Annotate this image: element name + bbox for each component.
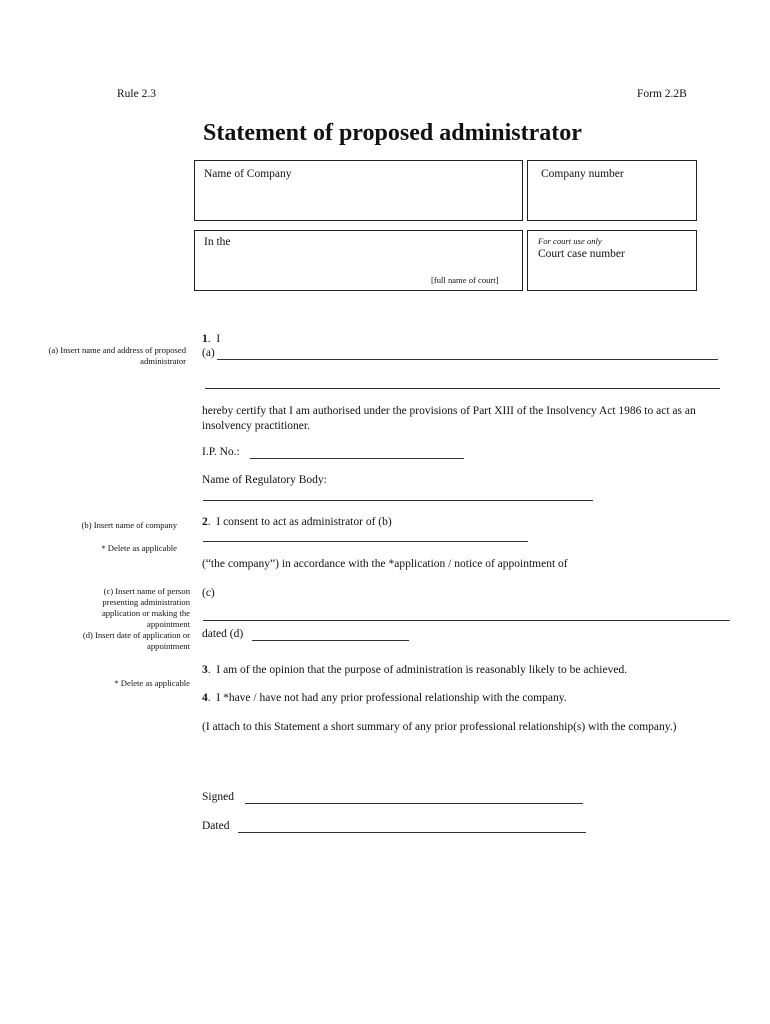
company-accordance-text: (“the company”) in accordance with the *application / notice of appointment of [202, 558, 568, 570]
margin-note-a: (a) Insert name and address of proposed administrator [48, 345, 186, 366]
company-number-label: Company number [541, 168, 624, 180]
regulatory-body-label: Name of Regulatory Body: [202, 474, 327, 486]
company-name-box[interactable] [194, 160, 523, 221]
para-1-text: I [216, 333, 221, 345]
para-4-number: 4 [202, 692, 208, 704]
court-use-only-note: For court use only [538, 236, 602, 246]
para-4: 4. I *have / have not had any prior professional relationship with the company. [202, 692, 567, 704]
court-hint: [full name of court] [431, 275, 499, 285]
date-line[interactable] [238, 832, 586, 833]
dated-label: Dated [202, 820, 230, 832]
margin-note-delete-1: * Delete as applicable [101, 543, 177, 553]
court-case-box[interactable] [527, 230, 697, 291]
rule-number: Rule 2.3 [117, 88, 156, 100]
company-number-box[interactable] [527, 160, 697, 221]
field-c-label: (c) [202, 587, 215, 599]
appointor-name-line[interactable] [203, 620, 730, 621]
dated-d-label: dated (d) [202, 628, 244, 640]
ip-no-line[interactable] [250, 458, 464, 459]
certify-text: hereby certify that I am authorised under the provisions of Part XIII of the Insolvency Act 1986 to act as an insolvency practitioner. [202, 405, 696, 432]
administrator-name-line[interactable] [217, 359, 718, 360]
para-1-number: 1 [202, 333, 208, 345]
ip-no-label: I.P. No.: [202, 446, 240, 458]
para-3: 3. I am of the opinion that the purpose of administration is reasonably likely to be achieved. [202, 664, 628, 676]
dated-d-line[interactable] [252, 640, 409, 641]
margin-note-d: (d) Insert date of application or appointment [82, 630, 190, 651]
para-3-text: I am of the opinion that the purpose of administration is reasonably likely to be achieved. [216, 664, 628, 676]
company-name-line[interactable] [203, 541, 528, 542]
signed-label: Signed [202, 791, 234, 803]
signature-line[interactable] [245, 803, 583, 804]
margin-note-c: (c) Insert name of person presenting administration application or making the appointment [101, 586, 190, 629]
administrator-address-line[interactable] [205, 388, 720, 389]
para-2: 2. I consent to act as administrator of (b) [202, 516, 392, 528]
regulatory-body-line[interactable] [203, 500, 593, 501]
field-a-label: (a) [202, 347, 215, 359]
margin-note-delete-2: * Delete as applicable [114, 678, 190, 688]
para-2-number: 2 [202, 516, 208, 528]
form-number: Form 2.2B [637, 88, 687, 100]
court-label: In the [204, 236, 231, 248]
para-1: 1. I [202, 333, 221, 345]
court-box[interactable] [194, 230, 523, 291]
para-4-text: I *have / have not had any prior professional relationship with the company. [216, 692, 567, 704]
page-title: Statement of proposed administrator [203, 120, 582, 146]
margin-note-b: (b) Insert name of company [81, 520, 177, 530]
company-name-label: Name of Company [204, 168, 292, 180]
attach-text: (I attach to this Statement a short summary of any prior professional relationship(s) with the company.) [202, 721, 677, 733]
para-3-number: 3 [202, 664, 208, 676]
court-case-label: Court case number [538, 248, 625, 260]
para-2-text: I consent to act as administrator of (b) [216, 516, 392, 528]
